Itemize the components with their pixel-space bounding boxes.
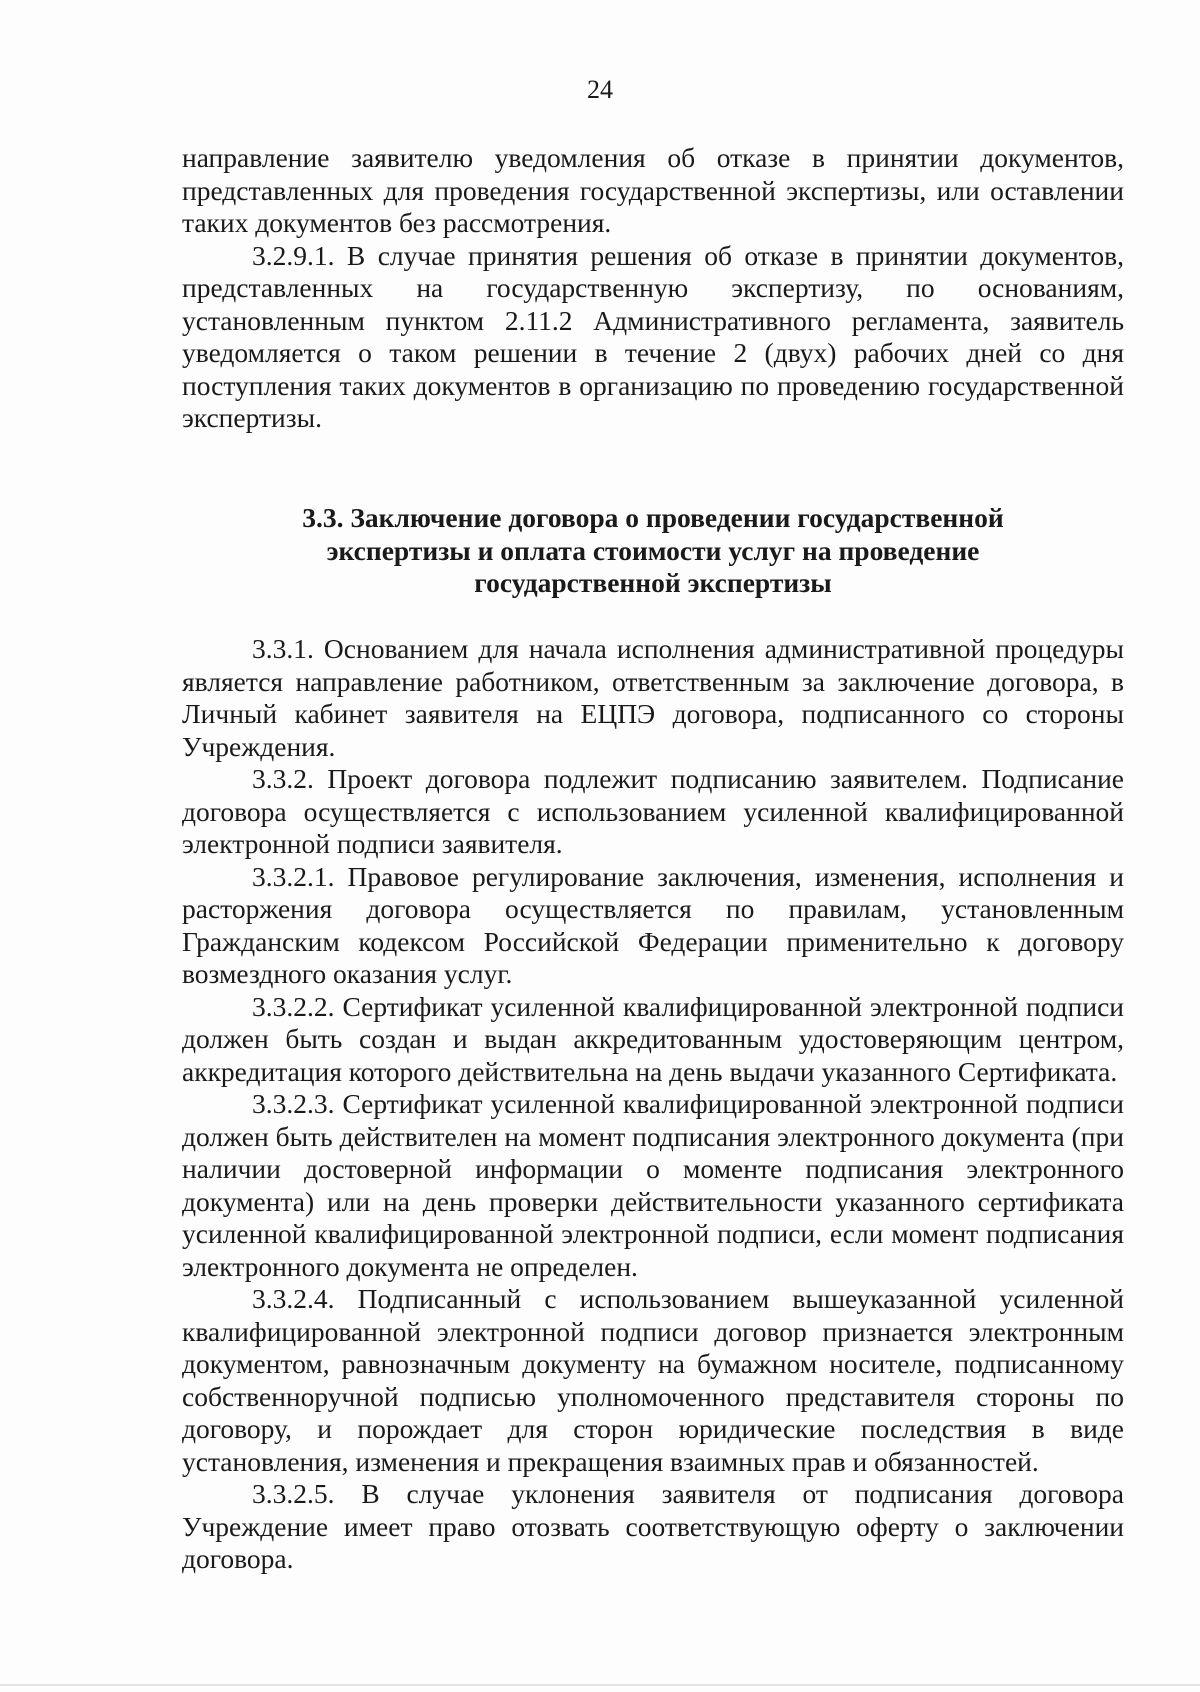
section-text-block [182,633,1124,1576]
paragraph-3-3-2-4: 3.3.2.4. Подписанный с использованием вышеуказанной усиленной квалифицированной электронной подписи договор признается электронным документом, равнозначным документу на бумажном носителе, подписанному собственноручной подписью уполномоченного представителя стороны по договору, и порождает для сторон юридические последствия в виде установления, изменения и прекращения взаимных прав и обязанностей. [182,1283,1124,1477]
section-heading-line: государственной экспертизы [474,567,832,598]
section-heading-line: экспертизы и оплата стоимости услуг на проведение [326,534,980,566]
paragraph-3-3-2-3: 3.3.2.3. Сертификат усиленной квалифицированной электронной подписи должен быть действителен на момент подписания электронного документа (при наличии достоверной информации о моменте подписания электронного документа) или на день проверки действительности указанного сертификата усиленной квалифицированной электронной подписи, если момент подписания электронного документа не определен. [182,1088,1124,1282]
paragraph-3-3-2: 3.3.2. Проект договора подлежит подписанию заявителем. Подписание договора осуществляется с использованием усиленной квалифицированной электронной подписи заявителя. [182,763,1124,859]
paragraph-3-3-2-1: 3.3.2.1. Правовое регулирование заключения, изменения, исполнения и расторжения договора осуществляется по правилам, установленным Гражданским кодексом Российской Федерации применительно к договору возмездного оказания услуг. [182,860,1124,989]
paragraph-3-2-9-1: 3.2.9.1. В случае принятия решения об отказе в принятии документов, представленных на государственную экспертизу, по основаниям, установленным пунктом 2.11.2 Административного регламента, заявитель уведомляется о таком решении в течение 2 (двух) рабочих дней со дня поступления таких документов в организацию по проведению государственной экспертизы. [182,239,1124,433]
scan-bottom-edge [0,1684,1200,1686]
top-text-block [182,142,1124,435]
paragraph-3-3-1: 3.3.1. Основанием для начала исполнения административной процедуры является направление работником, ответственным за заключение договора, в Личный кабинет заявителя на ЕЦПЭ договора, подписанного со стороны Учреждения. [182,633,1124,762]
paragraph-3-3-2-5: 3.3.2.5. В случае уклонения заявителя от подписания договора Учреждение имеет право отозвать соответствующую оферту о заключении договора. [182,1478,1124,1574]
section-heading-line: 3.3. Заключение договора о проведении государственной [302,502,1004,533]
section-heading-3-3 [182,502,1124,600]
paragraph-continuation: направление заявителю уведомления об отказе в принятии документов, представленных для проведения государственной экспертизы, или оставлении таких документов без рассмотрения. [182,142,1124,238]
paragraph-3-3-2-2: 3.3.2.2. Сертификат усиленной квалифицированной электронной подписи должен быть создан и выдан аккредитованным удостоверяющим центром, аккредитация которого действительна на день выдачи указанного Сертификата. [182,990,1124,1087]
page-number: 24 [587,75,613,104]
